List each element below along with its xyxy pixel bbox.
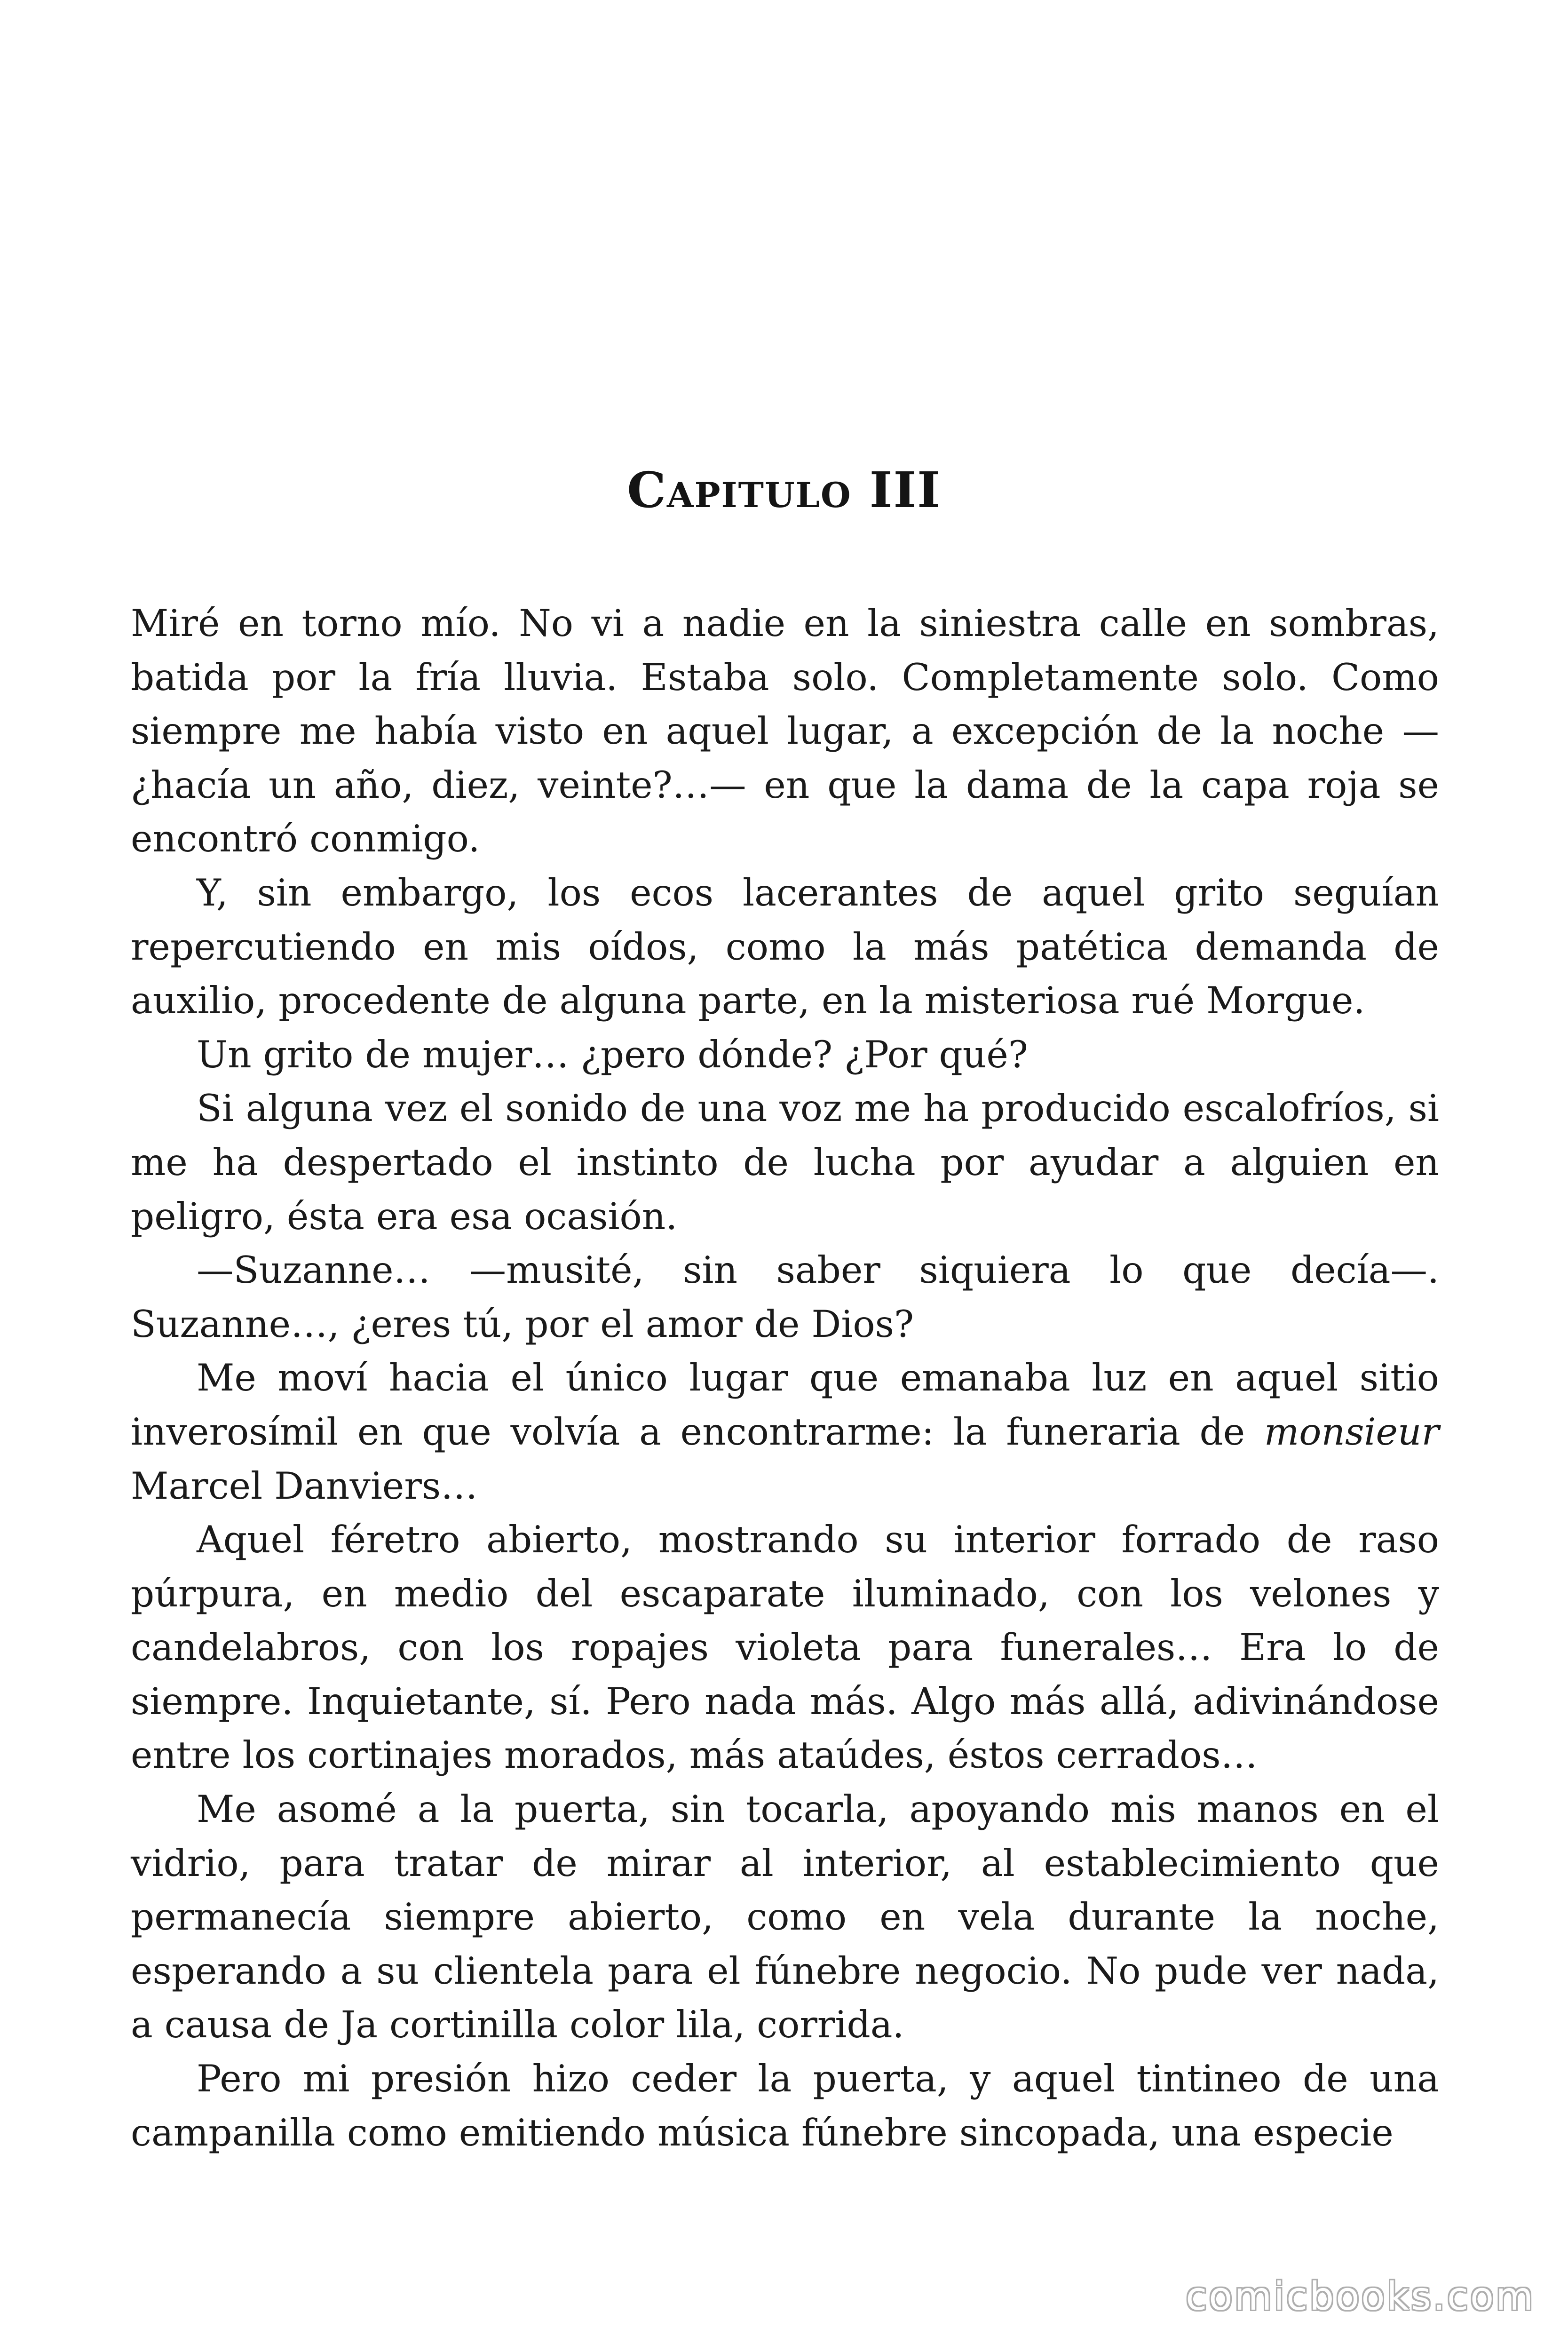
chapter-body — [131, 596, 1439, 2160]
paragraph — [131, 1351, 1439, 1513]
paragraph: Pero mi presión hizo ceder la puerta, y aquel tintineo de una campanilla como emitiendo música fúnebre sincopada, una especie — [131, 2057, 1439, 2154]
paragraph: Si alguna vez el sonido de una voz me ha producido escalofríos, si me ha despertado el instinto de lucha por ayudar a alguien en peligro, ésta era esa ocasión. — [131, 1087, 1439, 1238]
paragraph: Aquel féretro abierto, mostrando su interior forrado de raso púrpura, en medio del escaparate iluminado, con los velones y candelabros, con los ropajes violeta para funerales… Era lo de siempre. Inquietante, sí. Pero nada más. Algo más allá, adivinándose entre los cortinajes morados, más ataúdes, éstos cerrados… — [131, 1518, 1439, 1777]
chapter-title: Capitulo III — [627, 461, 941, 519]
paragraph: —Suzanne… —musité, sin saber siquiera lo que decía—. Suzanne…, ¿eres tú, por el amor de Dios? — [131, 1248, 1439, 1346]
paragraph-text: Me moví hacia el único lugar que emanaba luz en aquel sitio inverosímil en que volvía a encontrarme: la funeraria de — [131, 1356, 1439, 1454]
paragraph: Y, sin embargo, los ecos lacerantes de aquel grito seguían repercutiendo en mis oídos, como la más patética demanda de auxilio, procedente de alguna parte, en la misteriosa rué Morgue. — [131, 871, 1439, 1023]
paragraph: Me asomé a la puerta, sin tocarla, apoyando mis manos en el vidrio, para tratar de mirar al interior, al establecimiento que permanecía siempre abierto, como en vela durante la noche, esperando a su clientela para el fúnebre negocio. No pude ver nada, a causa de Ja cortinilla color lila, corrida. — [131, 1788, 1439, 2047]
paragraph: Miré en torno mío. No vi a nadie en la siniestra calle en sombras, batida por la fría lluvia. Estaba solo. Completamente solo. Como siempre me había visto en aquel lugar, a excepción de la noche —¿hacía un año, diez, veinte?…— en que la dama de la capa roja se encontró conmigo. — [131, 602, 1439, 861]
paragraph: Un grito de mujer… ¿pero dónde? ¿Por qué? — [197, 1033, 1028, 1076]
paragraph-text: Marcel Danviers… — [131, 1464, 478, 1508]
watermark: comicbooks.com — [1186, 2274, 1535, 2319]
italic-word: monsieur — [1264, 1410, 1439, 1454]
